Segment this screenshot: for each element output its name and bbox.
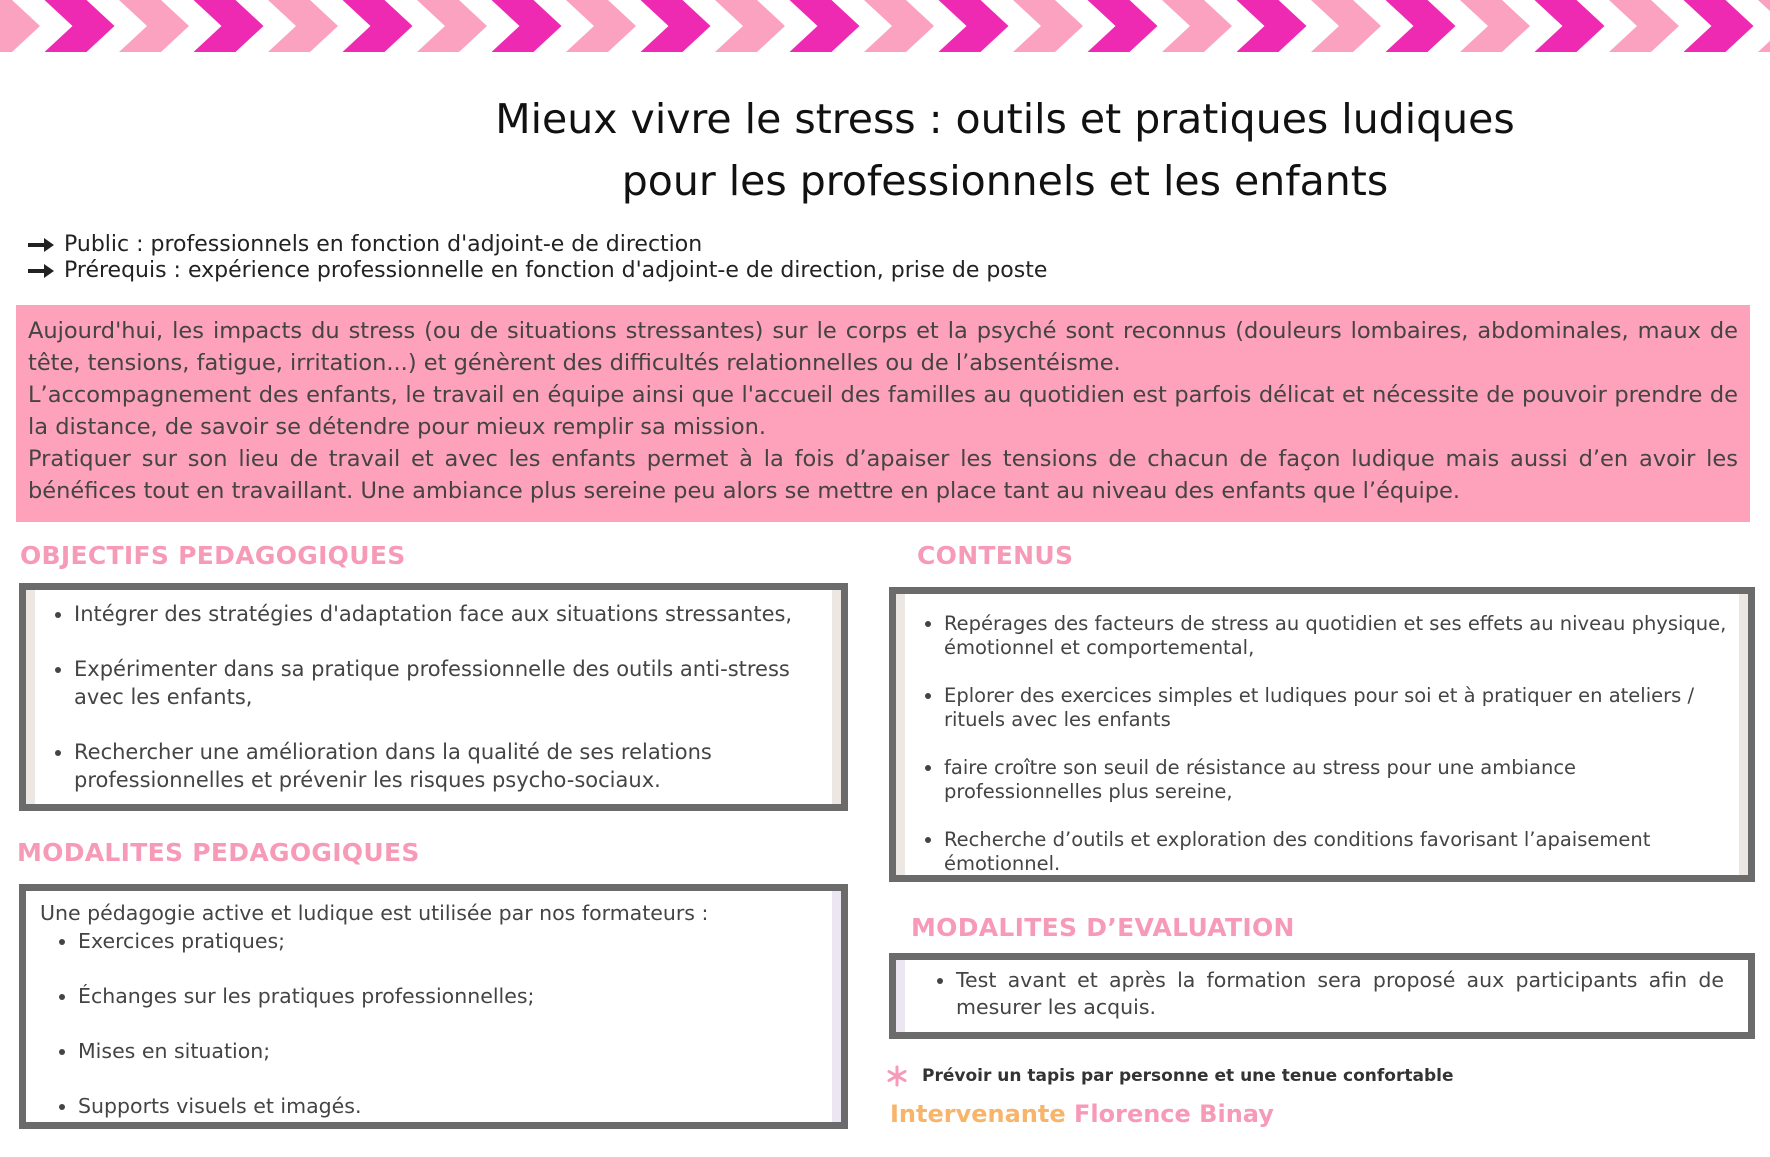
list-item: • Repérages des facteurs de stress au quotidien et ses effets au niveau physique, émotionnel et comportemental, (944, 612, 1748, 660)
contenus-heading: CONTENUS (917, 541, 1074, 570)
chevron-shape (790, 0, 860, 52)
list-item: • Échanges sur les pratiques professionnelles; (78, 982, 841, 1010)
chevron-shape (1535, 0, 1605, 52)
requirement-item (26, 258, 1047, 284)
modalites-intro: Une pédagogie active et ludique est utilisée par nos formateurs : (40, 901, 709, 925)
evaluation-heading: MODALITES D’EVALUATION (911, 913, 1295, 942)
arrow-right-icon (26, 236, 56, 254)
chevron-shape (864, 0, 934, 52)
chevron-shape (1237, 0, 1307, 52)
evaluation-list (896, 960, 1748, 1021)
speaker-name: Florence Binay (1074, 1100, 1274, 1128)
list-item: • Intégrer des stratégies d'adaptation face aux situations stressantes, (74, 600, 841, 628)
list-item: • Recherche d’outils et exploration des conditions favorisant l’apaisement émotionnel. (944, 828, 1748, 876)
list-item: • Mises en situation; (78, 1037, 841, 1065)
objectifs-heading: OBJECTIFS PEDAGOGIQUES (20, 541, 406, 570)
intro-paragraph: L’accompagnement des enfants, le travail en équipe ainsi que l'accueil des familles au quotidien est parfois délicat et nécessite de pouvoir prendre de la distance, de savoir se détendre pour mieux remplir sa mission. (28, 382, 1738, 440)
requirements-list (26, 232, 1047, 284)
list-item: • faire croître son seuil de résistance au stress pour une ambiance professionnelles plus sereine, (944, 756, 1748, 804)
requirement-prerequis: Prérequis : expérience professionnelle en fonction d'adjoint-e de direction, prise de poste (64, 258, 1048, 283)
chevron-shape (194, 0, 264, 52)
chevron-shape (939, 0, 1009, 52)
list-item: • Test avant et après la formation sera proposé aux participants afin de mesurer les acquis. (956, 967, 1724, 1021)
chevron-shape (1386, 0, 1456, 52)
page-title (390, 88, 1620, 212)
asterisk-icon (886, 1065, 908, 1087)
objectifs-box (19, 583, 848, 811)
list-item: • Rechercher une amélioration dans la qualité de ses relations professionnelles et prévenir les risques psycho-sociaux. (74, 738, 841, 794)
chevron-shape (715, 0, 785, 52)
modalites-list (26, 891, 841, 1120)
list-item: • Eplorer des exercices simples et ludiques pour soi et à pratiquer en ateliers / rituels avec les enfants (944, 684, 1748, 732)
chevron-shape (492, 0, 562, 52)
chevron-shape (1460, 0, 1530, 52)
title-line-2: pour les professionnels et les enfants (621, 157, 1389, 205)
chevron-shape (0, 0, 40, 52)
chevron-shape (417, 0, 487, 52)
chevron-shape (1758, 0, 1770, 52)
title-line-1: Mieux vivre le stress : outils et pratiques ludiques (495, 95, 1515, 143)
evaluation-box (889, 953, 1755, 1039)
chevron-shape (1311, 0, 1381, 52)
modalites-heading: MODALITES PEDAGOGIQUES (17, 838, 420, 867)
chevron-shape (1088, 0, 1158, 52)
contenus-list (896, 594, 1748, 876)
speaker-label: Intervenante (890, 1100, 1066, 1128)
requirement-public: Public : professionnels en fonction d'adjoint-e de direction (64, 232, 703, 257)
equipment-note (886, 1065, 1453, 1087)
list-item: • Exercices pratiques; (78, 927, 841, 955)
chevron-shape (119, 0, 189, 52)
list-item: • Expérimenter dans sa pratique professionnelle des outils anti-stress avec les enfants, (74, 655, 841, 711)
chevron-shape (268, 0, 338, 52)
chevron-banner (0, 0, 1770, 52)
chevron-shape (566, 0, 636, 52)
arrow-right-icon (26, 262, 56, 280)
intro-paragraph: Aujourd'hui, les impacts du stress (ou de situations stressantes) sur le corps et la psyché sont reconnus (douleurs lombaires, abdominales, maux de tête, tensions, fatigue, irritation...) et génèrent des difficultés relationnelles ou de l’absentéisme. (28, 318, 1738, 376)
intro-paragraph: Pratiquer sur son lieu de travail et avec les enfants permet à la fois d’apaiser les tensions de chacun de façon ludique mais aussi d’en avoir les bénéfices tout en travaillant. Une ambiance plus sereine peu alors se mettre en place tant au niveau des enfants que l’équipe. (28, 446, 1738, 504)
chevron-shape (1684, 0, 1754, 52)
intro-block (16, 305, 1750, 522)
modalites-box (19, 884, 848, 1129)
requirement-item (26, 232, 1047, 258)
chevron-shape (1609, 0, 1679, 52)
chevron-shape (45, 0, 115, 52)
speaker (890, 1100, 1274, 1128)
chevron-shape (343, 0, 413, 52)
contenus-box (889, 587, 1755, 882)
note-text: Prévoir un tapis par personne et une tenue confortable (922, 1066, 1454, 1086)
chevron-shape (1013, 0, 1083, 52)
chevron-shape (1162, 0, 1232, 52)
chevron-shape (641, 0, 711, 52)
list-item: • Supports visuels et imagés. (78, 1092, 841, 1120)
objectifs-list (26, 590, 841, 794)
